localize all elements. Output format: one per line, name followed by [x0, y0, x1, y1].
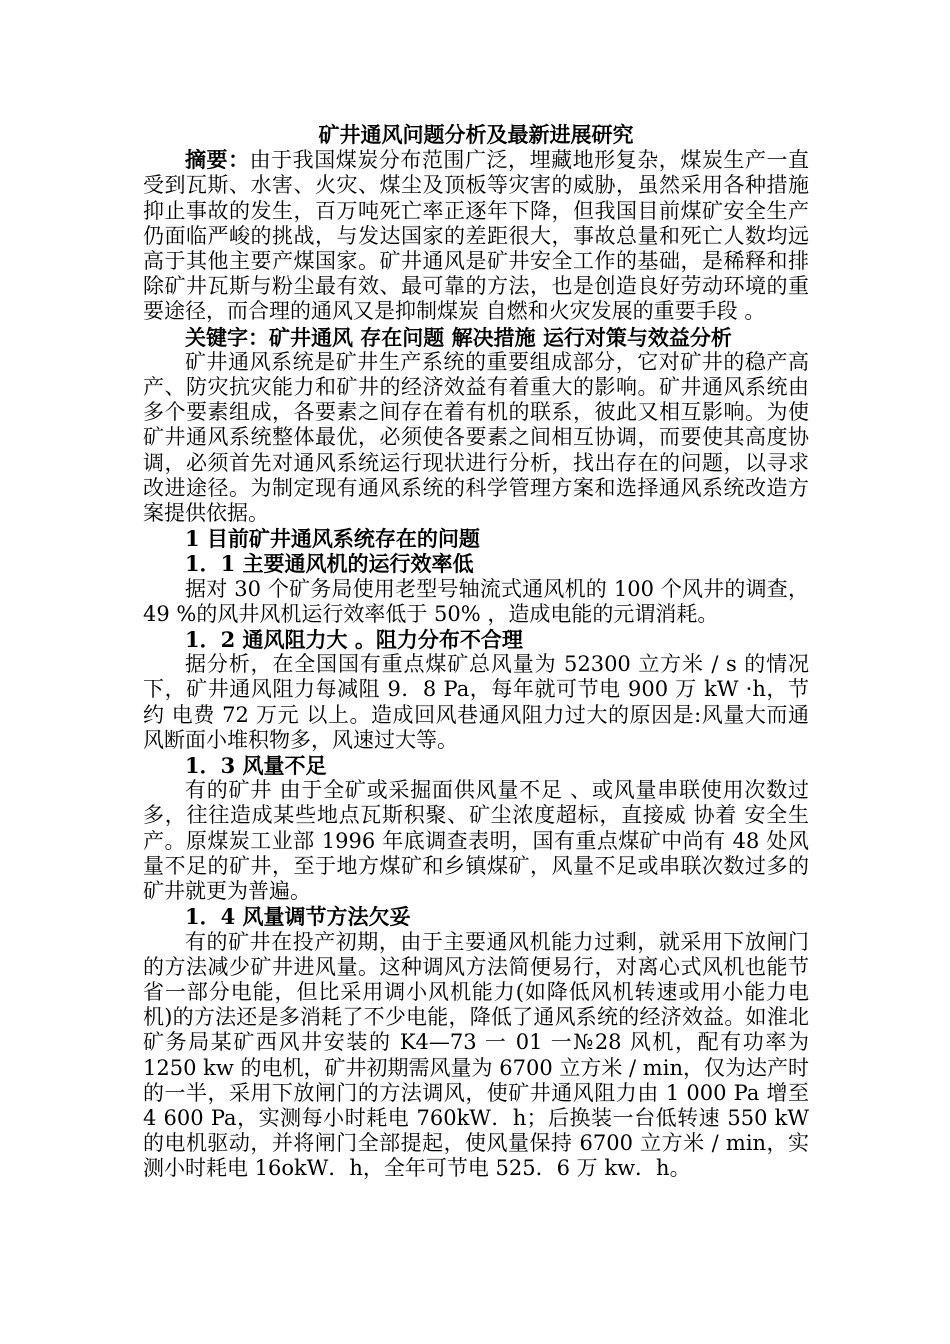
- keywords-line: 关键字：矿井通风 存在问题 解决措施 运行对策与效益分析: [185, 324, 732, 350]
- section-1-2-heading: 1．2 通风阻力大 。阻力分布不合理: [185, 627, 523, 653]
- section-1-2-text: 据分析，在全国国有重点煤矿总风量为 52300 立方米 / s 的情况下，矿井通风阻力每减阻 9．8 Pa，每年就可节电 900 万 kW ·h，节约 电费 72 万元 以上。造成回风巷通风阻力过大的原因是:风量大而通风断面小堆积物多，风速过大等。: [143, 652, 809, 752]
- section-1-1-heading: 1．1 主要通风机的运行效率低: [185, 551, 474, 577]
- abstract-label: 摘要：: [185, 147, 250, 173]
- intro-paragraph: 矿井通风系统是矿井生产系统的重要组成部分，它对矿井的稳产高产、防灾抗灾能力和矿井的经济效益有着重大的影响。矿井通风系统由多个要素组成，各要素之间存在着有机的联系，彼此又相互影响。为使矿井通风系统整体最优，必须使各要素之间相互协调，而要使其高度协调，必须首先对通风系统运行现状进行分析，找出存在的问题，以寻求改进途径。为制定现有通风系统的科学管理方案和选择通风系统改造方案提供依据。: [143, 349, 809, 526]
- document-title: 矿井通风问题分析及最新进展研究: [318, 122, 634, 147]
- document-page: [143, 122, 809, 1182]
- abstract-text: 由于我国煤炭分布范围广泛，埋藏地形复杂，煤炭生产一直受到瓦斯、水害、火灾、煤尘及顶板等灾害的威胁，虽然采用各种措施抑止事故的发生，百万吨死亡率正逐年下降，但我国目前煤矿安全生产仍面临严峻的挑战，与发达国家的差距很大，事故总量和死亡人数均远高于其他主要产煤国家。矿井通风是矿井安全工作的基础，是稀释和排除矿井瓦斯与粉尘最有效、最可靠的方法，也是创造良好劳动环境的重要途径，而合理的通风又是抑制煤炭 自燃和火灾发展的重要手段 。: [143, 148, 809, 324]
- section-1-3-text: 有的矿井 由于全矿或采掘面供风量不足 、或风量串联使用次数过多，往往造成某些地点瓦斯积聚、矿尘浓度超标，直接威 协着 安全生产。原煤炭工业部 1996 年底调查表明，国有重点煤矿中尚有 48 处风量不足的矿井，至于地方煤矿和乡镇煤矿，风量不足或串联次数过多的矿井就更为普遍。: [143, 778, 809, 904]
- abstract-paragraph: [143, 147, 809, 324]
- section-1-3-heading: 1．3 风量不足: [185, 753, 327, 779]
- section-1-heading: 1 目前矿井通风系统存在的问题: [185, 526, 480, 552]
- section-1-4-text: 有的矿井在投产初期，由于主要通风机能力过剩，就采用下放闸门的方法减少矿井进风量。这种调风方法简便易行，对离心式风机也能节省一部分电能，但比采用调小风机能力(如降低风机转速或用小能力电机)的方法还是多消耗了不少电能，降低了通风系统的经济效益。如淮北矿务局某矿西风井安装的 K4—73 一 01 一№28 风机，配有功率为 1250 kw 的电机，矿井初期需风量为 6700 立方米 / min，仅为达产时的一半，采用下放闸门的方法调风，使矿井通风阻力由 1 000 Pa 增至 4 600 Pa，实测每小时耗电 760kW．h；后换装一台低转速 550 kW 的电机驱动，并将闸门全部提起，使风量保持 6700 立方米 / min，实测小时耗电 16okW．h，全年可节电 525．6 万 kw．h。: [143, 929, 809, 1181]
- section-1-4-heading: 1．4 风量调节方法欠妥: [185, 904, 411, 930]
- section-1-1-text: 据对 30 个矿务局使用老型号轴流式通风机的 100 个风井的调查，49 %的风井风机运行效率低于 50% ，造成电能的元谓消耗。: [143, 576, 809, 626]
